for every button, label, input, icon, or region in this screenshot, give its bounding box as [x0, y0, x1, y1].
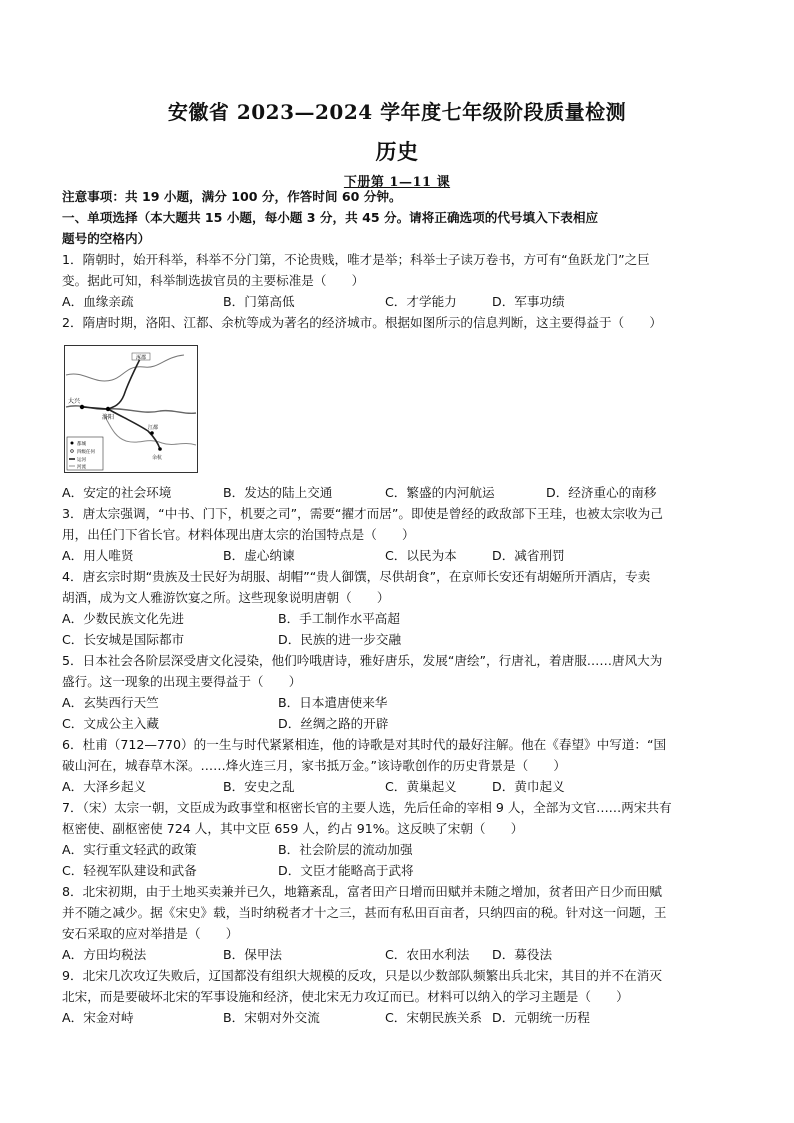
q5-line2: 盛行。这一现象的出现主要得益于（ ）	[62, 674, 302, 689]
q2-option-d[interactable]: D．经济重心的南移	[546, 485, 657, 500]
map-label-jiangdu: 江都	[148, 425, 159, 431]
map-dot-luoyang	[106, 407, 110, 411]
q3-line1: 3．唐太宗强调，“中书、门下，机要之司”，需要“擢才而居”。即使是曾经的政敌部下王珪，也被太宗收为己	[62, 506, 663, 521]
grand-canal-map	[64, 345, 198, 473]
q7-option-c[interactable]: C．轻视军队建设和武备	[62, 863, 197, 878]
q6-line1: 6．杜甫（712—770）的一生与时代紧紧相连，他的诗歌是对其时代的最好注解。他在《春望》中写道：“国	[62, 737, 667, 752]
notice: 注意事项：共 19 小题，满分 100 分，作答时间 60 分钟。	[62, 189, 402, 204]
map-figure	[64, 345, 198, 473]
q8-option-a[interactable]: A．方田均税法	[62, 947, 147, 962]
section-heading-line2: 题号的空格内）	[62, 231, 151, 246]
q2-option-a[interactable]: A．安定的社会环境	[62, 485, 172, 500]
map-legend-dot	[71, 442, 74, 445]
q3-line2: 用，出任门下省长官。材料体现出唐太宗的治国特点是（ ）	[62, 527, 415, 542]
q1-option-d[interactable]: D．军事功绩	[492, 294, 565, 309]
scope-subtitle: 下册第 1—11 课	[343, 175, 451, 190]
q3-option-d[interactable]: D．减省刑罚	[492, 548, 565, 563]
map-label-yuhang: 余杭	[152, 455, 163, 461]
q5-line1: 5．日本社会各阶层深受唐文化浸染，他们吟哦唐诗，雅好唐乐，发展“唐绘”，行唐礼，着唐服……唐风大为	[62, 653, 663, 668]
q2-line1: 2．隋唐时期，洛阳、江都、余杭等成为著名的经济城市。根据如图所示的信息判断，这主要得益于（ ）	[62, 315, 662, 330]
section-heading-line1: 一、单项选择（本大题共 15 小题，每小题 3 分，共 45 分。请将正确选项的代号填入下表相应	[62, 210, 599, 225]
map-dot-yuhang	[158, 447, 162, 451]
q7-option-a[interactable]: A．实行重文轻武的政策	[62, 842, 197, 857]
q3-option-a[interactable]: A．用人唯贤	[62, 548, 134, 563]
q8-line2: 并不随之减少。据《宋史》载，当时纳税者才十之三，甚而有私田百亩者，只纳四亩的税。针对这一问题，王	[62, 905, 667, 920]
q4-option-d[interactable]: D．民族的进一步交融	[278, 632, 402, 647]
q1-option-a[interactable]: A．血缘亲疏	[62, 294, 134, 309]
q4-option-b[interactable]: B．手工制作水平高超	[278, 611, 400, 626]
q1-line2: 变。据此可知，科举制选拔官员的主要标准是（ ）	[62, 273, 365, 288]
exam-title: 安徽省 2023—2024 学年度七年级阶段质量检测	[167, 100, 627, 124]
map-dot-jiangdu	[150, 431, 154, 435]
q4-line1: 4．唐玄宗时期“贵族及士民好为胡服、胡帽”“贵人御馔，尽供胡食”，在京师长安还有胡姬所开酒店，专卖	[62, 569, 651, 584]
q6-option-b[interactable]: B．安史之乱	[223, 779, 295, 794]
map-legend-capital: 都城	[77, 442, 86, 447]
q9-line1: 9．北宋几次攻辽失败后，辽国都没有组织大规模的反攻，只是以少数部队频繁出兵北宋，其目的并不在消灭	[62, 968, 662, 983]
q8-line1: 8．北宋初期，由于土地买卖兼并已久，地籍紊乱，富者田产日增而田赋并未随之增加，贫者田产日少而田赋	[62, 884, 662, 899]
q8-line3: 安石采取的应对举措是（ ）	[62, 926, 239, 941]
q7-option-b[interactable]: B．社会阶层的流动加强	[278, 842, 413, 857]
q1-option-b[interactable]: B．门第高低	[223, 294, 295, 309]
map-label-daxing: 大兴	[68, 398, 81, 405]
q4-option-a[interactable]: A．少数民族文化先进	[62, 611, 184, 626]
map-label-zhuojun: 涿郡	[135, 355, 147, 361]
q6-option-d[interactable]: D．黄巾起义	[492, 779, 565, 794]
q9-option-d[interactable]: D．元朝统一历程	[492, 1010, 590, 1025]
q9-line2: 北宋，而是要破坏北宋的军事设施和经济，使北宋无力攻辽而已。材料可以纳入的学习主题是（ ）	[62, 989, 629, 1004]
q7-line1: 7．（宋）太宗一朝，文臣成为政事堂和枢密长官的主要人选，先后任命的宰相 9 人，全部为文官……两宋共有	[62, 800, 672, 815]
map-legend-city: 四级任何	[77, 450, 95, 455]
q4-option-c[interactable]: C．长安城是国际都市	[62, 632, 185, 647]
q3-option-c[interactable]: C．以民为本	[385, 548, 457, 563]
q3-option-b[interactable]: B．虚心纳谏	[223, 548, 295, 563]
q4-line2: 胡酒，成为文人雅游饮宴之所。这些现象说明唐朝（ ）	[62, 590, 390, 605]
map-legend-canal: 运河	[77, 458, 86, 463]
q2-option-c[interactable]: C．繁盛的内河航运	[385, 485, 495, 500]
q6-option-c[interactable]: C．黄巢起义	[385, 779, 457, 794]
q9-option-c[interactable]: C．宋朝民族关系	[385, 1010, 482, 1025]
map-label-luoyang: 洛阳	[102, 414, 115, 421]
q7-option-d[interactable]: D．文臣才能略高于武将	[278, 863, 414, 878]
q5-option-b[interactable]: B．日本遣唐使来华	[278, 695, 388, 710]
q5-option-c[interactable]: C．文成公主入藏	[62, 716, 159, 731]
q9-option-a[interactable]: A．宋金对峙	[62, 1010, 134, 1025]
q8-option-c[interactable]: C．农田水利法	[385, 947, 470, 962]
q1-option-c[interactable]: C．才学能力	[385, 294, 457, 309]
q8-option-b[interactable]: B．保甲法	[223, 947, 283, 962]
q6-option-a[interactable]: A．大泽乡起义	[62, 779, 147, 794]
map-legend-river: 河流	[77, 465, 86, 470]
q2-option-b[interactable]: B．发达的陆上交通	[223, 485, 333, 500]
q5-option-a[interactable]: A．玄奘西行天竺	[62, 695, 159, 710]
q6-line2: 破山河在，城春草木深。……烽火连三月，家书抵万金。”该诗歌创作的历史背景是（ ）	[62, 758, 566, 773]
q8-option-d[interactable]: D．募役法	[492, 947, 553, 962]
q5-option-d[interactable]: D．丝绸之路的开辟	[278, 716, 389, 731]
subject-title: 历史	[375, 139, 419, 164]
q9-option-b[interactable]: B．宋朝对外交流	[223, 1010, 320, 1025]
map-dot-daxing	[80, 405, 84, 409]
q7-line2: 枢密使、副枢密使 724 人，其中文臣 659 人，约占 91%。这反映了宋朝（ ）	[62, 821, 524, 836]
q1-line1: 1．隋朝时，始开科举，科举不分门第，不论贵贱，唯才是举；科举士子读万卷书，方可有“鱼跃龙门”之巨	[62, 252, 650, 267]
